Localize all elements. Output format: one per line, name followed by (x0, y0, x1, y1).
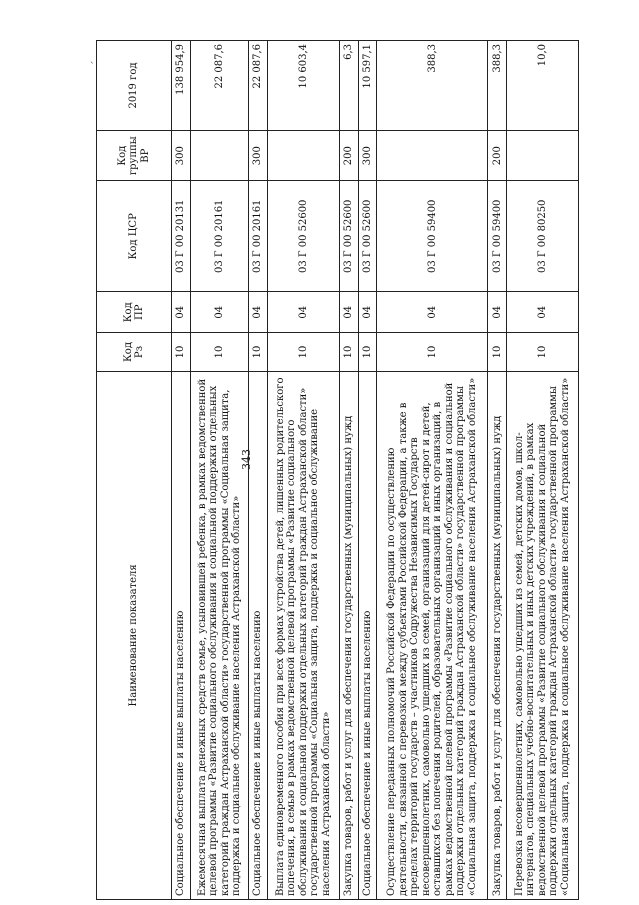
scan-mark: ` (90, 62, 95, 72)
cell-pr: 04 (507, 292, 579, 333)
table-row (249, 41, 268, 900)
page-number: 343 (240, 449, 253, 470)
cell-vr (507, 131, 579, 181)
cell-name: Осуществление переданных полномочий Российской Федерации по осуществлению деятельности, связанной с перевозкой между субъектами Российской Федерации, а также в пределах территорий государств – участников Содружества Независимых Государств несовершеннолетних, самовольно ушедших из семей, организаций для детей-сирот и детей, оставшихся без попечения родителей, образовательных организаций и иных организаций, в рамках ведомственной целевой программы «Развитие социального обслуживания и социальной поддержки отдельных категорий граждан Астраханской области» государственной программы «Социальная защита, поддержка и социальное обслуживание населения Астраханской области» (377, 371, 488, 899)
cell-sum: 10 597,1 (358, 41, 377, 131)
cell-rz: 10 (190, 333, 248, 372)
cell-pr: 04 (358, 292, 377, 333)
cell-name: Социальное обеспечение и иные выплаты населению (172, 371, 191, 899)
table-row (377, 41, 488, 900)
cell-vr: 200 (339, 131, 358, 181)
cell-name: Закупка товаров, работ и услуг для обеспечения государственных (муниципальных) нужд (339, 371, 358, 899)
cell-rz: 10 (507, 333, 579, 372)
header-csr: Код ЦСР (97, 181, 172, 292)
table-header-row (97, 41, 172, 900)
cell-name: Социальное обеспечение и иные выплаты населению (358, 371, 377, 899)
cell-sum: 22 087,6 (249, 41, 268, 131)
cell-pr: 04 (488, 292, 507, 333)
cell-rz: 10 (268, 333, 340, 372)
cell-pr: 04 (339, 292, 358, 333)
cell-name: Ежемесячная выплата денежных средств семье, усыновившей ребенка, в рамках ведомственной целевой программы «Развитие социального обслуживания и социальной поддержки отдельных категорий граждан Астраханской области» государственной программы «Социальная защита, поддержка и социальное обслуживание населения Астраханской области» (190, 371, 248, 899)
header-sum: 2019 год (97, 41, 172, 131)
cell-vr: 300 (358, 131, 377, 181)
cell-name: Социальное обеспечение и иные выплаты населению (249, 371, 268, 899)
cell-csr: 03 Г 00 52600 (358, 181, 377, 292)
cell-vr: 200 (488, 131, 507, 181)
cell-csr: 03 Г 00 52600 (339, 181, 358, 292)
budget-table (96, 40, 579, 900)
header-rz: Код Рз (97, 333, 172, 372)
cell-csr: 03 Г 00 59400 (488, 181, 507, 292)
cell-csr: 03 Г 00 20131 (172, 181, 191, 292)
table-row (358, 41, 377, 900)
table-row (190, 41, 248, 900)
header-pr: Код ПР (97, 292, 172, 333)
cell-pr: 04 (172, 292, 191, 333)
cell-name: Закупка товаров, работ и услуг для обеспечения государственных (муниципальных) нужд (488, 371, 507, 899)
table-row (339, 41, 358, 900)
table-row (268, 41, 340, 900)
rotated-table-container (96, 40, 579, 900)
cell-sum: 388,3 (488, 41, 507, 131)
cell-csr: 03 Г 00 20161 (249, 181, 268, 292)
cell-sum: 388,3 (377, 41, 488, 131)
table-body (172, 41, 579, 900)
cell-pr: 04 (249, 292, 268, 333)
cell-vr: 300 (249, 131, 268, 181)
header-vr: Код группы ВР (97, 131, 172, 181)
cell-sum: 22 087,6 (190, 41, 248, 131)
cell-rz: 10 (339, 333, 358, 372)
cell-rz: 10 (377, 333, 488, 372)
cell-rz: 10 (172, 333, 191, 372)
table-row (172, 41, 191, 900)
cell-vr: 300 (172, 131, 191, 181)
cell-csr: 03 Г 00 52600 (268, 181, 340, 292)
cell-pr: 04 (268, 292, 340, 333)
cell-sum: 6,3 (339, 41, 358, 131)
cell-pr: 04 (190, 292, 248, 333)
cell-pr: 04 (377, 292, 488, 333)
cell-csr: 03 Г 00 80250 (507, 181, 579, 292)
cell-sum: 10,0 (507, 41, 579, 131)
cell-rz: 10 (488, 333, 507, 372)
cell-rz: 10 (358, 333, 377, 372)
table-row (488, 41, 507, 900)
cell-vr (190, 131, 248, 181)
cell-vr (268, 131, 340, 181)
cell-rz: 10 (249, 333, 268, 372)
cell-sum: 10 603,4 (268, 41, 340, 131)
cell-csr: 03 Г 00 20161 (190, 181, 248, 292)
table-row (507, 41, 579, 900)
cell-vr (377, 131, 488, 181)
cell-sum: 138 954,9 (172, 41, 191, 131)
cell-name: Выплата единовременного пособия при всех формах устройства детей, лишенных родительского попечения, в семью в рамках ведомственной целевой программы «Развитие социального обслуживания и социальной поддержки отдельных категорий граждан Астраханской области» государственной программы «Социальная защита, поддержка и социальное обслуживание населения Астраханской области» (268, 371, 340, 899)
cell-name: Перевозка несовершеннолетних, самовольно ушедших из семей, детских домов, школ-интернатов, специальных учебно-воспитательных и иных детских учреждений, в рамках ведомственной целевой программы «Развитие социального обслуживания и социальной поддержки отдельных категорий граждан Астраханской области» государственной программы «Социальная защита, поддержка и социальное обслуживание населения Астраханской области» (507, 371, 579, 899)
header-name: Наименование показателя (97, 371, 172, 899)
cell-csr: 03 Г 00 59400 (377, 181, 488, 292)
